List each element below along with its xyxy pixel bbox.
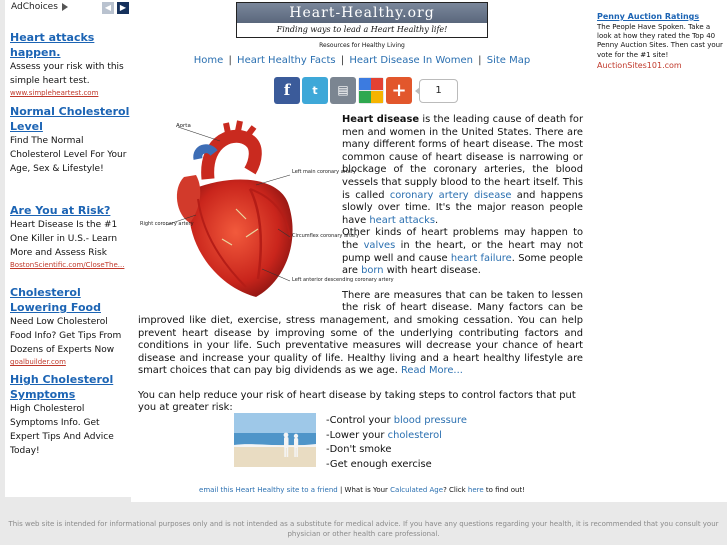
site-slogan: Finding ways to lead a Heart Healthy life! (276, 25, 448, 34)
calc-text: to find out! (483, 486, 525, 494)
adchoices-label[interactable]: AdChoices (11, 2, 58, 12)
ad-title[interactable]: Are You at Risk? (10, 204, 111, 217)
article-text: There are measures that can be taken to lessen the risk of heart disease. Many factors can be improved like diet, exercise, stress management, and smoking cessation. You can help prevent heart disease by improving some of the underlying contributing factors and conditions in your life. Such preventative measures will decrease your chance of heart disease and increase your quality of life. Healthy living and a heart healthy lifestyle are smart choices that can pay big dividends as we age. (138, 289, 583, 377)
google-icon[interactable] (358, 77, 384, 104)
site-banner[interactable] (236, 2, 488, 38)
label-left-anterior: Left anterior descending coronary artery (292, 277, 394, 283)
read-more-link[interactable]: Read More... (401, 365, 463, 377)
bottom-links (131, 486, 593, 494)
ad-title[interactable]: Penny Auction Ratings (597, 12, 700, 21)
ad-next-button[interactable]: ▶ (117, 2, 129, 14)
ad-url[interactable]: www.simpleheartest.com (10, 89, 99, 97)
ad-body[interactable]: Find The Normal Cholesterol Level For Your Age, Sex & Lifestyle! (10, 136, 127, 174)
link-heart-failure[interactable]: heart failure (450, 252, 512, 264)
nav-heart-disease-in-women[interactable]: Heart Disease In Women (349, 55, 473, 66)
bottom-sep: | (337, 486, 345, 494)
google-icon-yellow (371, 91, 383, 103)
ad-prev-button[interactable]: ◀ (102, 2, 114, 14)
ad-block (10, 285, 130, 368)
article-text: Other kinds of heart problems may happen to the (342, 227, 583, 251)
ad-block (10, 203, 130, 271)
link-cholesterol[interactable]: cholesterol (387, 429, 442, 441)
ad-body[interactable]: High Cholesterol Symptoms Info. Get Expert Tips And Advice Today! (10, 404, 114, 456)
article-text: with heart disease. (383, 265, 481, 277)
article-paragraph: You can help reduce your risk of heart disease by taking steps to control factors that put you at greater risk: (138, 389, 576, 414)
calc-text: ? Click (443, 486, 468, 494)
link-blood-pressure[interactable]: blood pressure (393, 415, 467, 426)
article-text: and happens slowly over time. It's the major reason people have (342, 189, 583, 226)
ad-title[interactable]: Heart attacks happen. (10, 31, 95, 59)
facebook-icon[interactable]: f (274, 77, 300, 104)
risk-factors-list (326, 414, 467, 472)
twitter-icon[interactable]: t (302, 77, 328, 104)
link-heart-attacks[interactable]: heart attacks (369, 214, 435, 226)
ad-body[interactable]: The People Have Spoken. Take a look at how they rated the Top 40 Penny Auction Sites. Then cast your vote for the #1 site! (597, 23, 723, 59)
main-content (131, 0, 593, 502)
article-text: is the leading cause of death for men and women in the United States. There are many different forms of heart disease. The most common cause of heart disease is narrowing or blockage of the coronary arteries, the blood vessels that supply blood to the heart itself. This is called (342, 114, 584, 201)
article-text: . Some people are (342, 252, 583, 277)
ad-block (10, 30, 130, 99)
link-coronary-artery-disease[interactable]: coronary artery disease (389, 189, 512, 201)
factor-item: -Lower your cholesterol (326, 429, 442, 441)
ad-title[interactable]: Normal Cholesterol Level (10, 105, 130, 133)
left-ad-column (5, 0, 131, 497)
article (138, 114, 583, 415)
google-icon-red (371, 78, 383, 90)
label-aorta: Aorta (176, 123, 191, 129)
article-text: . (434, 214, 439, 226)
google-icon-green (359, 91, 371, 103)
beach-couple-image (234, 413, 316, 467)
link-born[interactable]: born (361, 265, 384, 277)
ad-block (10, 104, 130, 176)
ad-url[interactable]: AuctionSites101.com (597, 60, 682, 70)
factor-item: -Don't smoke (326, 444, 392, 456)
nav-separator: | (340, 55, 345, 66)
ad-title[interactable]: Cholesterol Lowering Food (10, 286, 101, 314)
nav-separator: | (228, 55, 232, 66)
ad-title[interactable]: High Cholesterol Symptoms (10, 373, 114, 401)
calculated-age-link[interactable]: Calculated Age (390, 486, 444, 494)
nav-site-map[interactable]: Site Map (486, 55, 531, 66)
article-text: in the heart, or the heart may not pump well and cause (342, 239, 583, 264)
share-count[interactable]: 1 (419, 79, 458, 103)
factor-item: -Control your blood pressure (326, 415, 467, 426)
adchoices-icon[interactable] (62, 3, 68, 11)
site-tagline: Resources for Healthy Living (319, 42, 405, 49)
beach-photo (234, 413, 316, 467)
nav-home[interactable]: Home (193, 55, 224, 66)
calc-text: What is Your (344, 486, 391, 494)
link-valves[interactable]: valves (363, 239, 396, 251)
right-ad-column (593, 0, 727, 502)
site-name: Heart-Healthy.org (237, 3, 487, 23)
factor-item: -Get enough exercise (326, 458, 432, 470)
email-friend-link[interactable]: email this Heart Healthy site to a friend (199, 486, 338, 494)
ad-body[interactable]: Need Low Cholesterol Food Info? Get Tips From Dozens of Experts Now (10, 317, 122, 355)
nav-separator: | (478, 55, 482, 66)
nav-heart-healthy-facts[interactable]: Heart Healthy Facts (237, 55, 336, 66)
ad-url[interactable]: goalbuilder.com (10, 358, 66, 366)
here-link[interactable]: here (467, 486, 484, 494)
google-icon-blue (359, 78, 371, 90)
ad-url[interactable]: BostonScientific.com/CloseThe... (10, 261, 125, 269)
label-right-coronary: Right coronary artery (140, 221, 194, 227)
adchoices-bar (5, 0, 131, 16)
article-lead: Heart disease (342, 114, 420, 125)
label-circumflex: Circumflex coronary artery (292, 233, 360, 239)
ad-block (597, 11, 724, 71)
ad-block (10, 372, 130, 458)
addthis-icon[interactable]: + (386, 77, 412, 104)
top-nav (131, 55, 593, 66)
ad-body[interactable]: Assess your risk with this simple heart test. (10, 62, 124, 86)
footer-disclaimer: This web site is intended for informational purposes only and is not intended as a substitute for medical advice. If you have any questions regarding your health, it is recommended that you consult your physician or other health care professional. (8, 520, 719, 538)
label-left-main: Left main coronary artery (292, 169, 356, 175)
print-icon[interactable]: ▤ (330, 77, 356, 104)
ad-body[interactable]: Heart Disease Is the #1 One Killer in U.S.- Learn More and Assess Risk (10, 220, 118, 258)
